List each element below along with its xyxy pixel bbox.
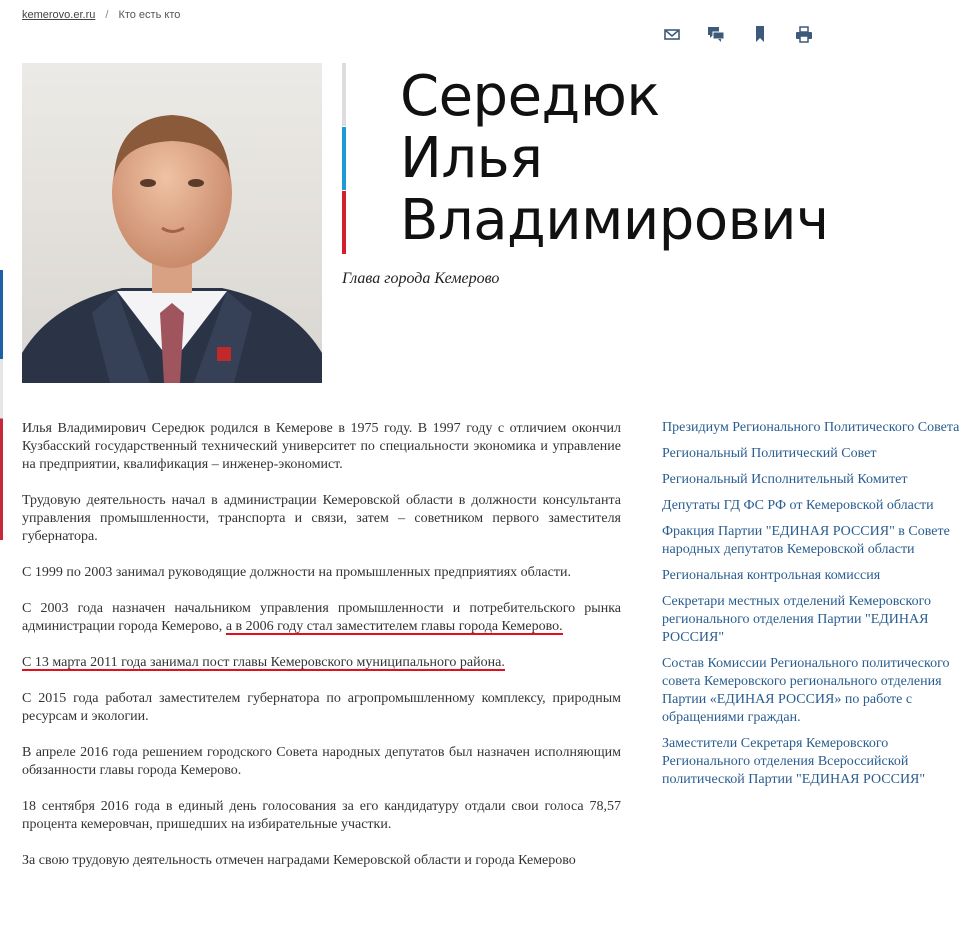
edge-stripe [0,270,3,540]
bar-blue [342,127,346,190]
bio-text: С 2003 года назначен начальником управления промышленности и потребительского рынка администрации города Кемерово, [22,601,621,634]
print-icon[interactable] [795,25,813,43]
bio-paragraph: С 2015 года работал заместителем губернатора по агропромышленному комплексу, природным ресурсам и экологии. [22,691,621,724]
bio-paragraph [22,654,621,672]
mail-icon[interactable] [663,25,681,43]
breadcrumb-current: Кто есть кто [118,9,181,21]
last-name: Середюк [400,64,660,129]
breadcrumb-home-link[interactable]: kemerovo.er.ru [22,9,96,21]
bio-paragraph: 18 сентября 2016 года в единый день голосования за его кандидатуру отдали свои голоса 78,57 процента кемеровчан, пришедших на избирательные участки. [22,799,621,832]
flag-accent-bars [342,63,346,254]
sidebar-link-local-secretaries[interactable]: Секретари местных отделений Кемеровского регионального отделения Партии "ЕДИНАЯ РОССИЯ" [662,594,931,645]
sidebar-link-presidium[interactable]: Президиум Регионального Политического Совета [662,420,960,435]
sidebar-link-political-council[interactable]: Региональный Политический Совет [662,446,877,461]
bio-paragraph: В апреле 2016 года решением городского Совета народных депутатов был назначен исполняющим обязанности главы города Кемерово. [22,745,621,778]
bio-paragraph: С 1999 по 2003 занимал руководящие должности на промышленных предприятиях области. [22,565,571,580]
highlighted-text: С 13 марта 2011 года занимал пост главы Кемеровского муниципального района. [22,655,505,670]
sidebar-link-control-commission[interactable]: Региональная контрольная комиссия [662,568,881,583]
portrait-photo [22,63,322,383]
person-position: Глава города Кемерово [342,270,500,287]
person-name [400,66,829,252]
bio-paragraph [22,600,621,636]
highlighted-text: а в 2006 году стал заместителем главы города Кемерово. [225,619,563,634]
bio-paragraph: Трудовую деятельность начал в администрации Кемеровской области в должности консультанта управления промышленности, транспорта и связи, затем – советником первого заместителя губернатора. [22,493,621,544]
sidebar-link-faction[interactable]: Фракция Партии "ЕДИНАЯ РОССИЯ" в Совете народных депутатов Кемеровской области [662,524,950,557]
bar-gray [342,63,346,126]
share-toolbar [663,25,813,43]
first-name: Илья [400,126,543,191]
sidebar-link-deputy-secretaries[interactable]: Заместители Секретаря Кемеровского Регионального отделения Всероссийской политической Партии "ЕДИНАЯ РОССИЯ" [662,736,926,787]
sidebar-link-appeals-commission[interactable]: Состав Комиссии Регионального политического совета Кемеровского регионального отделения Партии «ЕДИНАЯ РОССИЯ» по работе с обращениями граждан. [662,656,950,725]
biography [22,420,621,888]
sidebar-links [662,419,962,797]
bookmark-icon[interactable] [751,25,769,43]
breadcrumb [22,9,180,21]
sidebar-link-executive-committee[interactable]: Региональный Исполнительный Комитет [662,472,908,487]
sidebar-link-state-duma-deputies[interactable]: Депутаты ГД ФС РФ от Кемеровской области [662,498,934,513]
breadcrumb-separator: / [105,9,109,21]
bio-paragraph: Илья Владимирович Середюк родился в Кемерове в 1975 году. В 1997 году с отличием окончил Кузбасский государственный технический университет по специальности экономика и управление на предприятии, квалификация – инженер-экономист. [22,421,621,472]
patronymic: Владимирович [400,188,829,253]
bar-red [342,191,346,254]
bio-paragraph: За свою трудовую деятельность отмечен наградами Кемеровской области и города Кемерово [22,853,576,868]
comment-icon[interactable] [707,25,725,43]
